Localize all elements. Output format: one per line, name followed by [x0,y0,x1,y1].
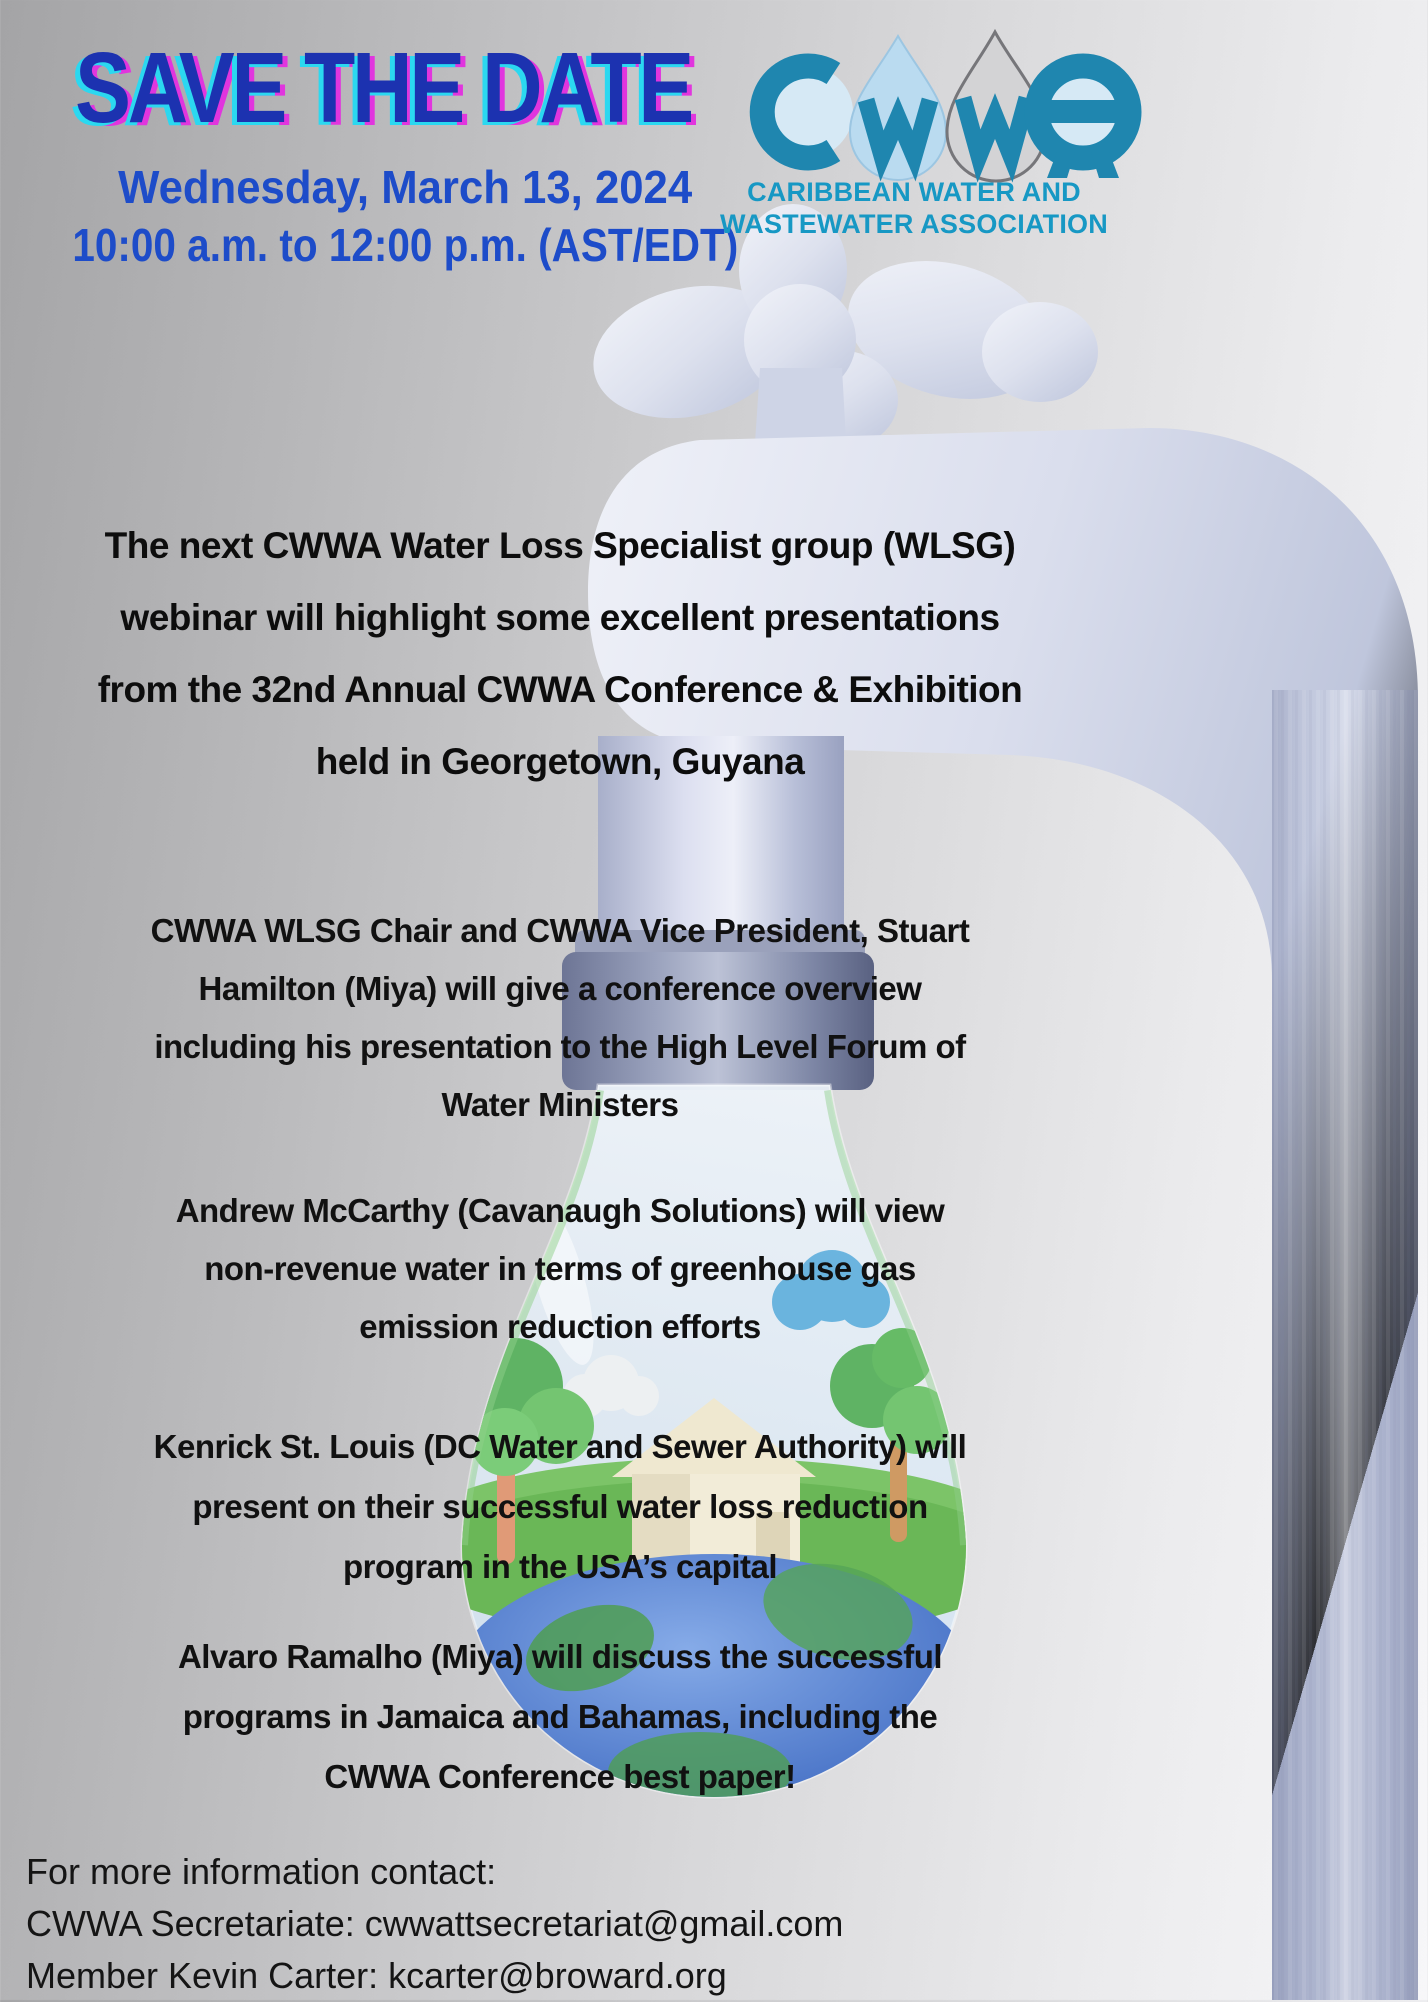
speaker-line: programs in Jamaica and Bahamas, including the [182,1698,938,1735]
pipe-texture [1272,690,1418,2000]
contact-intro: For more information contact: [26,1851,497,1892]
speaker-line: Water Ministers [441,1086,679,1123]
logo-tagline [712,176,1116,240]
contact-info [26,1846,843,2002]
speaker-line: including his presentation to the High Level Forum of [154,1028,966,1065]
speaker-line: Andrew McCarthy (Cavanaugh Solutions) will view [175,1192,945,1229]
event-time: 10:00 a.m. to 12:00 p.m. (AST/EDT) [72,219,738,271]
speaker-line: CWWA Conference best paper! [324,1758,796,1795]
speaker-line: emission reduction efforts [359,1308,761,1345]
speaker-line: Kenrick St. Louis (DC Water and Sewer Authority) will [153,1428,967,1465]
speaker-paragraph-stlouis [40,1417,1080,1597]
intro-paragraph [40,510,1080,798]
logo-letter-w-drop-light [850,36,946,180]
speaker-paragraph-hamilton [40,902,1080,1134]
cwwa-logo [761,32,1129,181]
intro-line: held in Georgetown, Guyana [315,741,805,782]
speaker-line: Hamilton (Miya) will give a conference overview [198,970,922,1007]
contact-secretariat-email: CWWA Secretariate: cwwattsecretariat@gmail.com [26,1903,844,1944]
intro-line: from the 32nd Annual CWWA Conference & Exhibition [97,669,1023,710]
speaker-line: Alvaro Ramalho (Miya) will discuss the successful [177,1638,943,1675]
speaker-paragraph-mccarthy [40,1182,1080,1356]
intro-line: The next CWWA Water Loss Specialist group (WLSG) [104,525,1016,566]
event-date: Wednesday, March 13, 2024 [117,161,693,213]
intro-line: webinar will highlight some excellent presentations [120,597,1000,638]
speaker-line: present on their successful water loss reduction [192,1488,928,1525]
contact-member-email: Member Kevin Carter: kcarter@broward.org [26,1955,727,1996]
logo-letter-a [1037,66,1129,178]
speaker-line: CWWA WLSG Chair and CWWA Vice President, Stuart [150,912,970,949]
event-datetime [10,158,800,274]
speaker-paragraph-ramalho [40,1627,1080,1807]
speaker-line: non-revenue water in terms of greenhouse gas [204,1250,916,1287]
page-title: SAVE THE DATE [75,32,691,144]
logo-tagline-line2: WASTEWATER ASSOCIATION [720,209,1108,239]
logo-tagline-line1: CARIBBEAN WATER AND [747,177,1081,207]
speaker-line: program in the USA’s capital [342,1548,778,1585]
